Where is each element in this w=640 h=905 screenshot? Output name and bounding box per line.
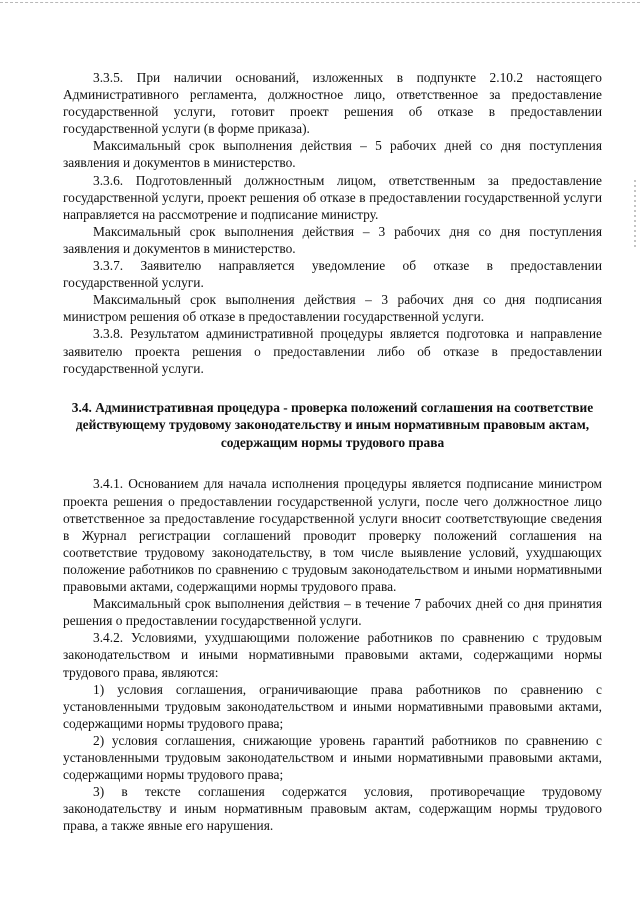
paragraph-3-3-5-deadline: Максимальный срок выполнения действия – 5 рабочих дней со дня поступления заявления и документов в министерство. [63,138,602,171]
paragraph-3-3-7-deadline: Максимальный срок выполнения действия – 3 рабочих дня со дня подписания министром решения об отказе в предоставлении государственной услуги. [63,292,602,325]
paragraph-3-3-7: 3.3.7. Заявителю направляется уведомление об отказе в предоставлении государственной услуги. [63,258,602,291]
scan-edge-mark [634,180,636,250]
paragraph-3-4-1: 3.4.1. Основанием для начала исполнения процедуры является подписание министром проекта решения о предоставлении государственной услуги, после чего должностное лицо ответственное за предоставление государственной услуги вносит соответствующие сведения в Журнал регистрации соглашений проводит проверку положений соглашения на соответствие трудовому законодательству, в том числе выявление условий, ухудшающих положение работников по сравнению с трудовым законодательством и иными нормативными правовыми актами, содержащими нормы трудового права. [63,476,602,595]
paragraph-3-3-6-deadline: Максимальный срок выполнения действия – 3 рабочих дня со дня поступления заявления и документов в министерство. [63,223,602,256]
paragraph-3-4-1-deadline: Максимальный срок выполнения действия – в течение 7 рабочих дней со дня принятия решения о предоставлении государственной услуги. [63,596,602,629]
paragraph-3-4-2: 3.4.2. Условиями, ухудшающими положение работников по сравнению с трудовым законодательством и иными нормативными правовыми актами, содержащими нормы трудового права, являются: [63,630,602,680]
scan-top-edge [0,2,640,3]
list-item-3: 3) в тексте соглашения содержатся условия, противоречащие трудовому законодательству и иным нормативным правовым актам, содержащим нормы трудового права, а также явные его нарушения. [63,784,602,834]
section-heading-3-4: 3.4. Административная процедура - проверка положений соглашения на соответствие действующему трудовому законодательству и иным нормативным правовым актам, содержащим нормы трудового права [71,399,594,450]
paragraph-3-3-6: 3.3.6. Подготовленный должностным лицом, ответственным за предоставление государственной услуги, проект решения об отказе в предоставлении государственной услуги направляется на рассмотрение и подписание министру. [63,172,602,222]
paragraph-3-3-8: 3.3.8. Результатом административной процедуры является подготовка и направление заявителю проекта решения о предоставлении либо об отказе в предоставлении государственной услуги. [63,326,602,376]
list-item-2: 2) условия соглашения, снижающие уровень гарантий работников по сравнению с установленными трудовым законодательством и иными нормативными правовыми актами, содержащими нормы трудового права; [63,732,602,783]
document-body [63,69,602,834]
list-item-1: 1) условия соглашения, ограничивающие права работников по сравнению с установленными трудовым законодательством и иными нормативными правовыми актами, содержащими нормы трудового права; [63,681,602,731]
paragraph-3-3-5: 3.3.5. При наличии оснований, изложенных в подпункте 2.10.2 настоящего Административного регламента, должностное лицо, ответственное за предоставление государственной услуги, готовит проект решения об отказе в предоставлении государственной услуги (в форме приказа). [63,70,602,137]
